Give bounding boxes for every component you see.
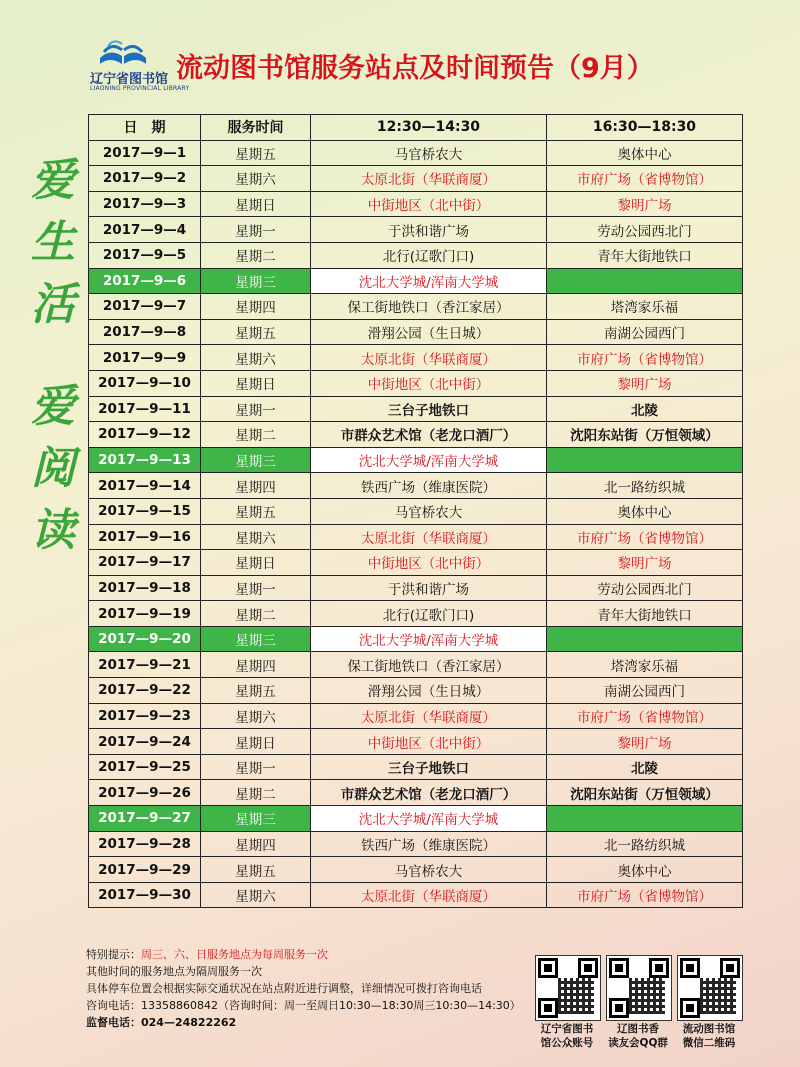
library-name: 辽宁省图书馆 xyxy=(90,72,169,87)
cell-date: 2017—9—8 xyxy=(89,319,201,345)
slogan xyxy=(28,150,78,562)
cell-slot2 xyxy=(547,447,743,473)
cell-slot1: 马官桥农大 xyxy=(311,857,547,883)
cell-date: 2017—9—22 xyxy=(89,678,201,704)
cell-slot2: 黎明广场 xyxy=(547,370,743,396)
cell-weekday: 星期六 xyxy=(201,703,311,729)
cell-date: 2017—9—29 xyxy=(89,857,201,883)
cell-weekday: 星期五 xyxy=(201,498,311,524)
cell-slot1: 保工街地铁口（香江家居） xyxy=(311,652,547,678)
cell-weekday: 星期三 xyxy=(201,268,311,294)
cell-weekday: 星期一 xyxy=(201,754,311,780)
table-row xyxy=(89,447,743,473)
qr-label: 流动图书馆 微信二维码 xyxy=(682,1023,736,1049)
qr-code-icon xyxy=(535,955,601,1021)
cell-slot2: 市府广场（省博物馆） xyxy=(547,345,743,371)
cell-slot1: 滑翔公园（生日城） xyxy=(311,678,547,704)
cell-weekday: 星期六 xyxy=(201,166,311,192)
cell-slot2: 南湖公园西门 xyxy=(547,678,743,704)
table-row xyxy=(89,626,743,652)
cell-slot2: 沈阳东站街（万恒领域） xyxy=(547,422,743,448)
cell-slot1: 铁西广场（维康医院） xyxy=(311,831,547,857)
cell-date: 2017—9—20 xyxy=(89,626,201,652)
table-row xyxy=(89,652,743,678)
qr-label: 辽宁省图书 馆公众账号 xyxy=(540,1023,594,1049)
cell-slot2: 市府广场（省博物馆） xyxy=(547,524,743,550)
cell-slot1: 太原北街（华联商厦） xyxy=(311,882,547,908)
cell-weekday: 星期一 xyxy=(201,575,311,601)
schedule-table xyxy=(88,114,743,908)
cell-slot1: 太原北街（华联商厦） xyxy=(311,703,547,729)
table-row xyxy=(89,268,743,294)
table-row xyxy=(89,294,743,320)
cell-weekday: 星期四 xyxy=(201,294,311,320)
slogan-char: 生 xyxy=(31,217,75,268)
cell-date: 2017—9—2 xyxy=(89,166,201,192)
cell-weekday: 星期五 xyxy=(201,140,311,166)
table-row xyxy=(89,831,743,857)
cell-weekday: 星期五 xyxy=(201,678,311,704)
table-row xyxy=(89,473,743,499)
cell-slot2: 市府广场（省博物馆） xyxy=(547,703,743,729)
table-row xyxy=(89,345,743,371)
cell-date: 2017—9—23 xyxy=(89,703,201,729)
cell-date: 2017—9—19 xyxy=(89,601,201,627)
cell-slot2: 奥体中心 xyxy=(547,857,743,883)
cell-slot2: 劳动公园西北门 xyxy=(547,575,743,601)
cell-date: 2017—9—27 xyxy=(89,806,201,832)
cell-slot1: 滑翔公园（生日城） xyxy=(311,319,547,345)
cell-date: 2017—9—18 xyxy=(89,575,201,601)
cell-weekday: 星期三 xyxy=(201,626,311,652)
supervise-label: 监督电话： xyxy=(86,1016,141,1029)
table-row xyxy=(89,242,743,268)
cell-weekday: 星期二 xyxy=(201,242,311,268)
cell-weekday: 星期四 xyxy=(201,652,311,678)
cell-date: 2017—9—13 xyxy=(89,447,201,473)
phone-label: 咨询电话： xyxy=(86,999,141,1012)
page-title: 流动图书馆服务站点及时间预告（9月） xyxy=(176,53,654,84)
cell-date: 2017—9—25 xyxy=(89,754,201,780)
note-line: 具体停车位置会根据实际交通状况在站点附近进行调整，详细情况可拨打咨询电话 xyxy=(86,982,482,995)
table-row xyxy=(89,166,743,192)
table-row xyxy=(89,422,743,448)
cell-slot2: 市府广场（省博物馆） xyxy=(547,166,743,192)
cell-slot1: 于洪和谐广场 xyxy=(311,217,547,243)
note-line: 其他时间的服务地点为隔周服务一次 xyxy=(86,965,262,978)
table-row xyxy=(89,140,743,166)
cell-weekday: 星期六 xyxy=(201,524,311,550)
cell-date: 2017—9—6 xyxy=(89,268,201,294)
table-row xyxy=(89,191,743,217)
cell-date: 2017—9—15 xyxy=(89,498,201,524)
cell-slot1: 中街地区（北中街） xyxy=(311,729,547,755)
cell-slot1: 太原北街（华联商厦） xyxy=(311,166,547,192)
cell-slot1: 中街地区（北中街） xyxy=(311,191,547,217)
cell-slot2: 塔湾家乐福 xyxy=(547,652,743,678)
cell-slot2: 黎明广场 xyxy=(547,550,743,576)
table-row xyxy=(89,882,743,908)
special-label: 特别提示： xyxy=(86,948,141,961)
table-row xyxy=(89,217,743,243)
cell-slot1: 于洪和谐广场 xyxy=(311,575,547,601)
cell-date: 2017—9—11 xyxy=(89,396,201,422)
cell-date: 2017—9—3 xyxy=(89,191,201,217)
header-slot1: 12:30—14:30 xyxy=(311,115,547,141)
cell-date: 2017—9—1 xyxy=(89,140,201,166)
cell-slot1: 沈北大学城/浑南大学城 xyxy=(311,806,547,832)
cell-slot1: 三台子地铁口 xyxy=(311,754,547,780)
cell-slot1: 马官桥农大 xyxy=(311,498,547,524)
table-row xyxy=(89,780,743,806)
cell-weekday: 星期五 xyxy=(201,857,311,883)
header-weekday: 服务时间 xyxy=(201,115,311,141)
cell-weekday: 星期六 xyxy=(201,345,311,371)
cell-date: 2017—9—30 xyxy=(89,882,201,908)
cell-slot2: 北陵 xyxy=(547,754,743,780)
cell-weekday: 星期日 xyxy=(201,729,311,755)
cell-date: 2017—9—10 xyxy=(89,370,201,396)
cell-weekday: 星期三 xyxy=(201,447,311,473)
cell-slot1: 马官桥农大 xyxy=(311,140,547,166)
cell-date: 2017—9—9 xyxy=(89,345,201,371)
notes xyxy=(86,946,521,1031)
cell-date: 2017—9—12 xyxy=(89,422,201,448)
cell-weekday: 星期二 xyxy=(201,422,311,448)
cell-slot1: 太原北街（华联商厦） xyxy=(311,524,547,550)
cell-slot1: 中街地区（北中街） xyxy=(311,370,547,396)
table-row xyxy=(89,754,743,780)
table-row xyxy=(89,857,743,883)
cell-date: 2017—9—21 xyxy=(89,652,201,678)
cell-slot2: 北一路纺织城 xyxy=(547,831,743,857)
cell-weekday: 星期日 xyxy=(201,550,311,576)
cell-slot1: 沈北大学城/浑南大学城 xyxy=(311,626,547,652)
library-logo xyxy=(90,38,190,98)
cell-weekday: 星期二 xyxy=(201,780,311,806)
cell-weekday: 星期一 xyxy=(201,396,311,422)
cell-slot2 xyxy=(547,268,743,294)
slogan-char: 读 xyxy=(31,505,75,556)
header-slot2: 16:30—18:30 xyxy=(547,115,743,141)
cell-date: 2017—9—5 xyxy=(89,242,201,268)
cell-slot1: 三台子地铁口 xyxy=(311,396,547,422)
cell-date: 2017—9—16 xyxy=(89,524,201,550)
cell-slot1: 北行(辽歌门口) xyxy=(311,601,547,627)
cell-weekday: 星期三 xyxy=(201,806,311,832)
table-row xyxy=(89,524,743,550)
cell-slot2 xyxy=(547,806,743,832)
cell-date: 2017—9—14 xyxy=(89,473,201,499)
cell-date: 2017—9—24 xyxy=(89,729,201,755)
slogan-char: 爱 xyxy=(31,381,75,432)
table-row xyxy=(89,498,743,524)
cell-slot1: 中街地区（北中街） xyxy=(311,550,547,576)
library-name-en: LIAONING PROVINCIAL LIBRARY xyxy=(90,85,190,92)
cell-slot1: 铁西广场（维康医院） xyxy=(311,473,547,499)
cell-slot2: 北陵 xyxy=(547,396,743,422)
slogan-char: 活 xyxy=(31,279,75,330)
table-row xyxy=(89,575,743,601)
cell-slot2: 青年大街地铁口 xyxy=(547,242,743,268)
cell-weekday: 星期五 xyxy=(201,319,311,345)
cell-slot1: 沈北大学城/浑南大学城 xyxy=(311,268,547,294)
cell-date: 2017—9—17 xyxy=(89,550,201,576)
qr-code-icon xyxy=(677,955,743,1021)
cell-slot1: 沈北大学城/浑南大学城 xyxy=(311,447,547,473)
cell-slot2: 南湖公园西门 xyxy=(547,319,743,345)
cell-weekday: 星期日 xyxy=(201,370,311,396)
special-text: 周三、六、日服务地点为每周服务一次 xyxy=(141,948,328,961)
supervise-number: 024—24822262 xyxy=(141,1016,237,1029)
table-header-row xyxy=(89,115,743,141)
cell-weekday: 星期一 xyxy=(201,217,311,243)
cell-weekday: 星期四 xyxy=(201,473,311,499)
table-row xyxy=(89,601,743,627)
table-row xyxy=(89,678,743,704)
cell-slot1: 北行(辽歌门口) xyxy=(311,242,547,268)
cell-slot2: 沈阳东站街（万恒领域） xyxy=(547,780,743,806)
table-row xyxy=(89,396,743,422)
table-row xyxy=(89,806,743,832)
cell-weekday: 星期日 xyxy=(201,191,311,217)
table-row xyxy=(89,729,743,755)
book-logo-icon xyxy=(98,38,148,66)
cell-weekday: 星期四 xyxy=(201,831,311,857)
cell-date: 2017—9—28 xyxy=(89,831,201,857)
cell-slot1: 市群众艺术馆（老龙口酒厂） xyxy=(311,422,547,448)
cell-slot2: 奥体中心 xyxy=(547,498,743,524)
cell-slot2: 北一路纺织城 xyxy=(547,473,743,499)
cell-slot1: 保工街地铁口（香江家居） xyxy=(311,294,547,320)
cell-slot2: 塔湾家乐福 xyxy=(547,294,743,320)
header-date: 日 期 xyxy=(89,115,201,141)
qr-label: 辽图书香 读友会QQ群 xyxy=(608,1023,668,1049)
cell-weekday: 星期二 xyxy=(201,601,311,627)
cell-slot2: 黎明广场 xyxy=(547,729,743,755)
cell-slot1: 市群众艺术馆（老龙口酒厂） xyxy=(311,780,547,806)
slogan-char: 爱 xyxy=(31,155,75,206)
phone-number: 13358860842 xyxy=(141,999,218,1012)
table-row xyxy=(89,370,743,396)
cell-date: 2017—9—7 xyxy=(89,294,201,320)
table-row xyxy=(89,319,743,345)
cell-slot2 xyxy=(547,626,743,652)
cell-slot2: 奥体中心 xyxy=(547,140,743,166)
cell-weekday: 星期六 xyxy=(201,882,311,908)
cell-slot1: 太原北街（华联商厦） xyxy=(311,345,547,371)
cell-date: 2017—9—4 xyxy=(89,217,201,243)
phone-hours: （咨询时间：周一至周日10:30—18:30周三10:30—14:30） xyxy=(217,999,521,1012)
table-row xyxy=(89,550,743,576)
cell-date: 2017—9—26 xyxy=(89,780,201,806)
cell-slot2: 黎明广场 xyxy=(547,191,743,217)
cell-slot2: 青年大街地铁口 xyxy=(547,601,743,627)
cell-slot2: 市府广场（省博物馆） xyxy=(547,882,743,908)
table-row xyxy=(89,703,743,729)
qr-code-icon xyxy=(606,955,672,1021)
cell-slot2: 劳动公园西北门 xyxy=(547,217,743,243)
slogan-char: 阅 xyxy=(31,443,75,494)
